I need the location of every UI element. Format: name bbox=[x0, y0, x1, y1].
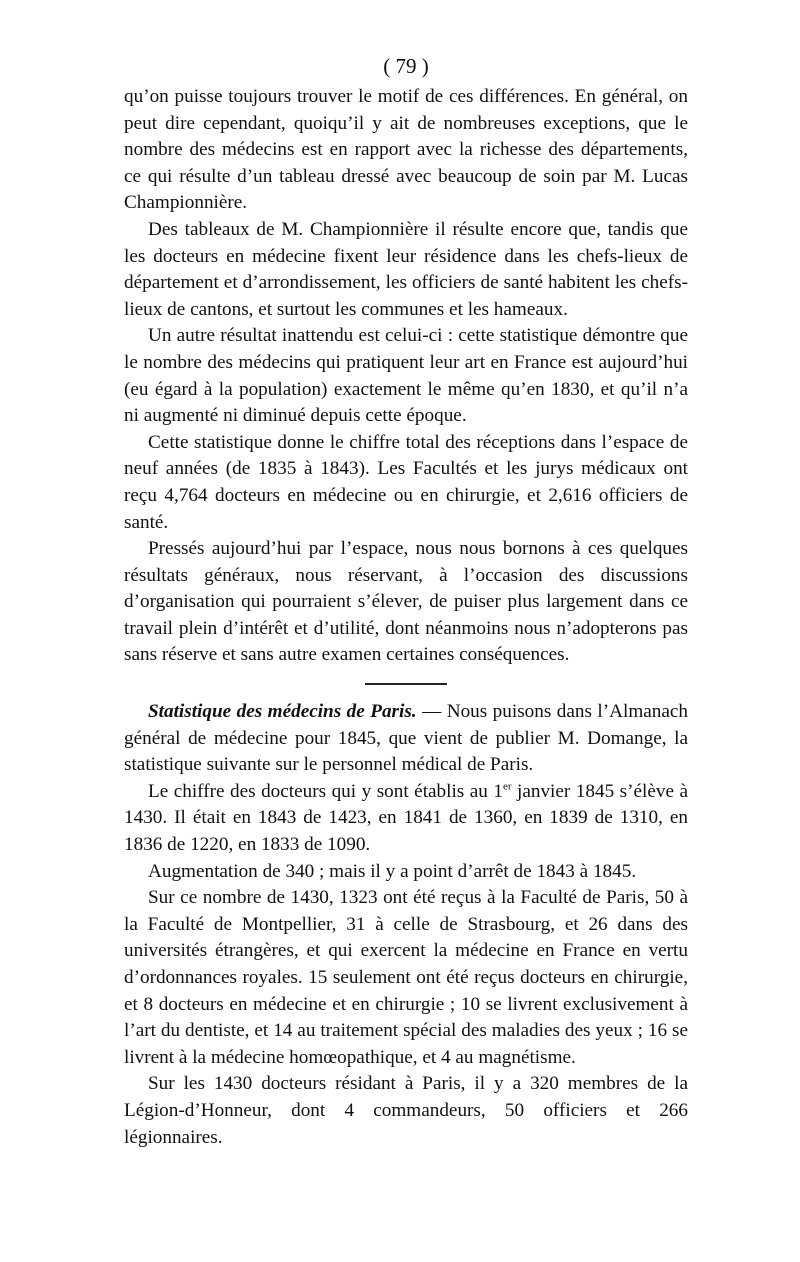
section-paragraph-4: Sur ce nombre de 1430, 1323 ont été reçus à la Faculté de Paris, 50 à la Faculté de Montpellier, 31 à celle de Strasbourg, et 26 dans des universités étrangères, et qui exercent la médecine en France en vertu d’ordonnances royales. 15 seulement ont été reçus docteurs en chirurgie, et 8 docteurs en médecine et en chirurgie ; 10 se livrent exclusivement à l’art du dentiste, et 14 au traitement spécial des maladies des yeux ; 16 se livrent à la médecine homœopathique, et 4 au magnétisme. bbox=[124, 887, 688, 1068]
paragraph-4: Cette statistique donne le chiffre total des réceptions dans l’espace de neuf années (de 1835 à 1843). Les Facultés et les jurys médicaux ont reçu 4,764 docteurs en médecine ou en chirurgie, et 2,616 officiers de santé. bbox=[124, 431, 688, 533]
paragraph-5: Pressés aujourd’hui par l’espace, nous nous bornons à ces quelques résultats généraux, nous réservant, à l’occasion des discussions d’organisation qui pourraient s’élever, de puiser plus largement dans ce travail plein d’intérêt et d’utilité, dont néanmoins nous n’adopterons pas sans réserve et sans autre examen certaines conséquences. bbox=[124, 538, 688, 666]
superscript-er: er bbox=[502, 780, 512, 793]
section-p2-text: Le chiffre des docteurs qui y sont établis au 1 bbox=[148, 780, 503, 802]
section-title: Statistique des médecins de Paris. bbox=[148, 701, 417, 723]
section-paragraph-2 bbox=[124, 779, 688, 859]
section-divider bbox=[365, 683, 447, 685]
paragraph-3: Un autre résultat inattendu est celui-ci : cette statistique démontre que le nombre des médecins qui pratiquent leur art en France est aujourd’hui (eu égard à la population) exactement le même qu’en 1830, et qu’il n’a ni augmenté ni diminué depuis cette époque. bbox=[124, 325, 688, 427]
paragraph-2: Des tableaux de M. Championnière il résulte encore que, tandis que les docteurs en médecine fixent leur résidence dans les chefs-lieux de département et d’arrondissement, les officiers de santé habitent les chefs-lieux de cantons, et surtout les communes et les hameaux. bbox=[124, 218, 688, 320]
section-paragraph-1 bbox=[124, 699, 688, 779]
section-intro: — Nous puisons dans l’Almanach général de médecine pour 1845, que vient de publier M. Domange, la statistique suivante sur le personnel médical de Paris. bbox=[124, 701, 688, 776]
page-number: ( 79 ) bbox=[383, 54, 429, 78]
paragraph-1: qu’on puisse toujours trouver le motif de ces différences. En général, on peut dire cependant, quoiqu’il y ait de nombreuses exceptions, que le nombre des médecins est en rapport avec la richesse des départements, ce qui résulte d’un tableau dressé avec beaucoup de soin par M. Lucas Championnière. bbox=[124, 86, 688, 214]
section-p2-rest: janvier 1845 s’élève à 1430. Il était en 1843 de 1423, en 1841 de 1360, en 1839 de 1310, en 1836 de 1220, en 1833 de 1090. bbox=[124, 780, 688, 856]
section-paragraph-3: Augmentation de 340 ; mais il y a point d’arrêt de 1843 à 1845. bbox=[148, 860, 637, 882]
section-paragraph-5: Sur les 1430 docteurs résidant à Paris, il y a 320 membres de la Légion-d’Honneur, dont 4 commandeurs, 50 officiers et 266 légionnaires. bbox=[124, 1073, 688, 1148]
